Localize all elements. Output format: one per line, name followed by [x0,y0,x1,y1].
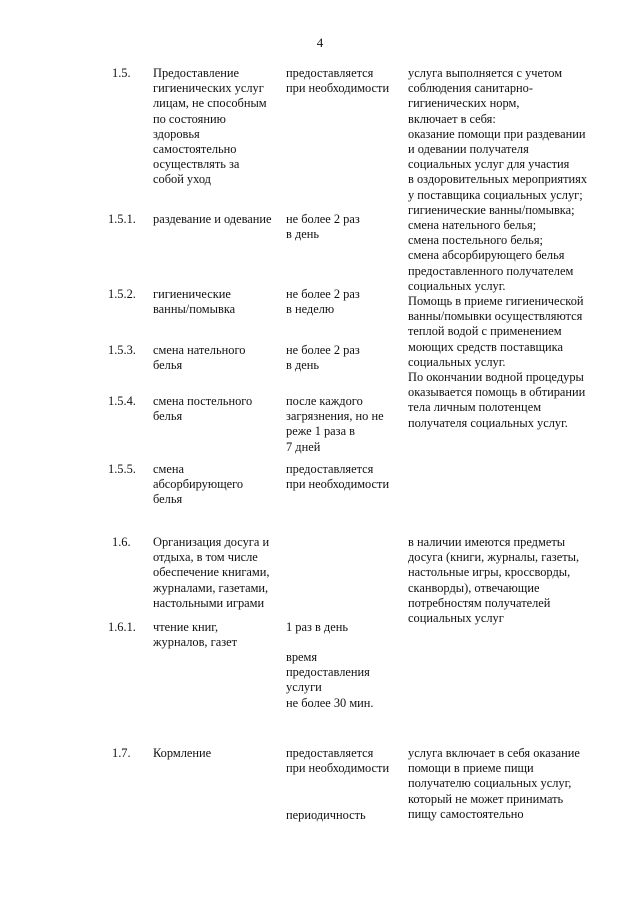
service-name: гигиенические ванны/помывка [153,287,236,317]
service-description: услуга выполняется с учетом соблюдения санитарно- гигиенических норм, включает в себя: оказание помощи при раздевании и одевании получателя социальных услуг для участия в оздоровительных мероприятиях у поставщика социальных услуг; гигиенические ванны/помывка; смена нательного белья; смена постельного белья; смена абсорбирующего белья предоставленного получателем социальных услуг. Помощь в приеме гигиенической ванны/помывки осуществляются теплой водой с применением моющих средств поставщика социальных услуг. По окончании водной процедуры оказывается помощь в обтирании тела личным полотенцем получателя социальных услуг. [408,66,588,430]
service-name: смена нательного белья [153,343,246,373]
service-periodicity: периодичность [286,808,366,822]
service-frequency: предоставляется при необходимости [286,462,390,492]
row-number: 1.5.4. [108,394,136,408]
service-name: Кормление [153,746,212,760]
service-frequency: после каждого загрязнения, но не реже 1 раза в 7 дней [286,394,384,454]
service-name: смена постельного белья [153,394,253,424]
service-frequency: предоставляется при необходимости [286,66,390,96]
service-frequency: не более 2 раз в неделю [286,287,360,317]
row-number: 1.6.1. [108,620,136,634]
service-name: смена абсорбирующего белья [153,462,244,507]
service-duration: время предоставления услуги не более 30 мин. [286,650,374,710]
service-frequency: предоставляется при необходимости [286,746,390,776]
row-number: 1.5.3. [108,343,136,357]
row-number: 1.5.5. [108,462,136,476]
row-number: 1.5. [112,66,131,80]
service-name: чтение книг, журналов, газет [153,620,238,650]
service-frequency: 1 раз в день [286,620,349,634]
service-name: раздевание и одевание [153,212,272,226]
service-description: услуга включает в себя оказание помощи в приеме пищи получателю социальных услуг, который не может принимать пищу самостоятельно [408,746,580,821]
service-frequency: не более 2 раз в день [286,212,360,242]
service-frequency: не более 2 раз в день [286,343,360,373]
row-number: 1.6. [112,535,131,549]
row-number: 1.5.2. [108,287,136,301]
service-description: в наличии имеются предметы досуга (книги, журналы, газеты, настольные игры, кроссворды, сканворды), отвечающие потребностям получателей социальных услуг [408,535,580,626]
page-number: 4 [316,35,324,50]
service-name: Предоставление гигиенических услуг лицам, не способным по состоянию здоровья самостоятельно осуществлять за собой уход [153,66,267,187]
row-number: 1.5.1. [108,212,136,226]
row-number: 1.7. [112,746,131,760]
service-name: Организация досуга и отдыха, в том числе обеспечение книгами, журналами, газетами, настольными играми [153,535,270,610]
